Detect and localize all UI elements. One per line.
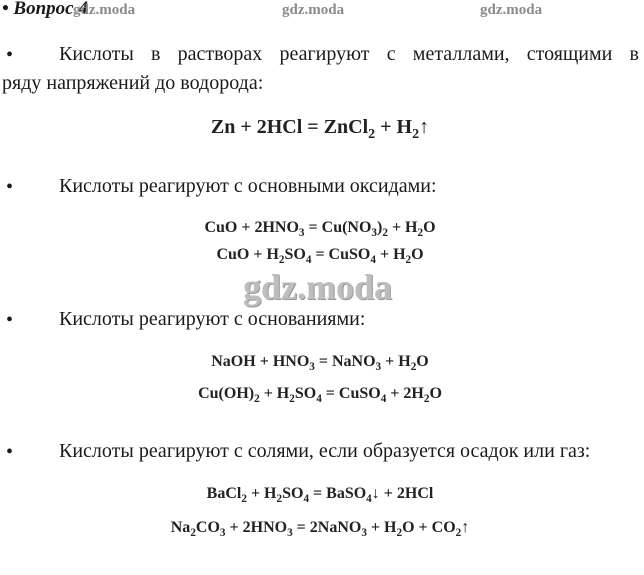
watermark-large: gdz.moda (243, 267, 393, 307)
equation-naoh-hno3: NaOH + $HNO_3$ = NaNO$_3$ + $H_2O$ (211, 353, 429, 373)
bullet-1: • (6, 44, 14, 66)
question-title: • Вопрос 4 (2, 0, 88, 19)
equation-zn-hcl: Zn + 2HCl = ZnCl$_2$ + $H_2↑$ (210, 116, 430, 142)
bullet-2: • (6, 176, 14, 198)
paragraph-1-line-2: ряду напряжений до водорода: (2, 72, 264, 94)
watermark-small-3: gdz.moda (480, 2, 543, 18)
bullet-4: • (6, 441, 14, 463)
paragraph-3-text: Кислоты реагируют с основаниями: (59, 308, 366, 330)
paragraph-1-line-1: Кислоты в растворах реагируют с металлами, стоящими в (59, 43, 639, 65)
bullet-3: • (6, 309, 14, 331)
equation-cuo-hno3: CuO + $2HNO_3 = Cu(NO_3)_2 + H_2O$ (204, 219, 436, 239)
equation-na2co3-hno3: $Na_2CO_3 + 2HNO_3$ = 2NaNO$_3$ + $H_2O$ + $CO_2↑$ (170, 519, 470, 539)
equation-cuoh2-h2so4: $Cu(OH)_2 + H_2SO_4$ = CuSO$_4$ + $2H_2O$ (198, 385, 442, 405)
watermark-small-1: gdz.moda (73, 2, 136, 18)
paragraph-2-text: Кислоты реагируют с основными оксидами: (59, 175, 437, 197)
equation-bacl2-h2so4: BaCl$_2$ + $H_2SO_4$ = BaSO$_4$↓ + 2HCl (206, 485, 434, 505)
paragraph-4-text: Кислоты реагируют с солями, если образуется осадок или газ: (59, 440, 591, 462)
equation-cuo-h2so4: CuO + $H_2SO_4$ = CuSO$_4$ + $H_2O$ (216, 246, 424, 266)
watermark-small-2: gdz.moda (282, 2, 345, 18)
